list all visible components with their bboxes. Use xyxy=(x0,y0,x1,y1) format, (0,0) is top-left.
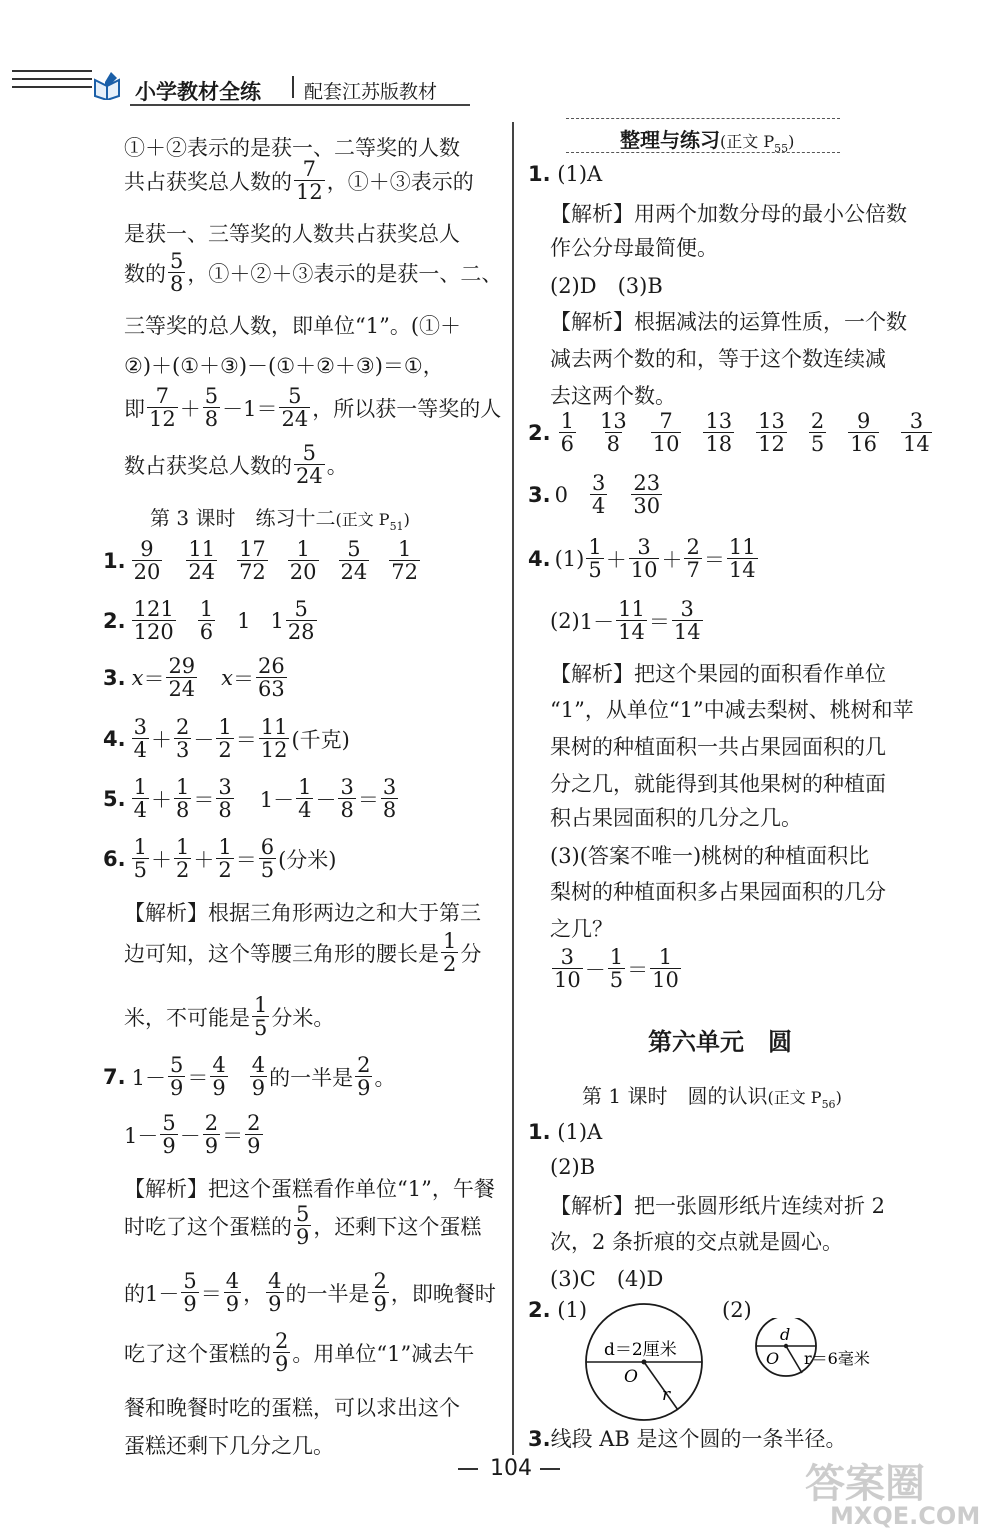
left-line-2: 共占获奖总人数的 7 12 ，①＋③表示的 xyxy=(124,157,474,205)
section-rule-top xyxy=(566,118,840,120)
footer-dash-right xyxy=(540,1468,560,1470)
header-decoration xyxy=(12,70,92,94)
r-q2-answers: 2. 1 6 13 8 7 10 13 18 13 12 2 5 9 16 3 14 xyxy=(528,409,930,457)
q5-answers: 5. 1 4 ＋ 1 8 ＝ 3 8 1－ 1 4 － 3 8 ＝ 3 8 xyxy=(103,775,397,823)
r-q4-3a: (3)(答案不唯一)桃树的种植面积比 xyxy=(550,844,870,868)
u-q2-label: 2. (1) xyxy=(528,1298,588,1322)
left-line-3: 是获一、三等奖的人数共占获奖总人 xyxy=(124,222,460,246)
q7-equation-2: 1－ 5 9 － 2 9 ＝ 2 9 xyxy=(124,1111,261,1159)
circle2-radius-label: r＝6毫米 xyxy=(804,1349,870,1368)
book-title: 小学教材全练 xyxy=(135,80,261,104)
r-q1-analysis-2: 作公分母最简便。 xyxy=(550,236,718,260)
q2-answers: 2. 121 120 1 6 1 1 5 28 xyxy=(103,597,315,645)
left-line-1: ①＋②表示的是获一、二等奖的人数 xyxy=(124,136,460,160)
q6-analysis-2: 边可知，这个等腰三角形的腰长是 1 2 分 xyxy=(124,929,482,977)
r-q1-analysis-3: 【解析】根据减法的运算性质，一个数 xyxy=(550,310,907,334)
section-title-lesson3: 第 3 课时 练习十二(正文 $P_{51}$) xyxy=(150,506,410,533)
header-divider xyxy=(292,76,294,98)
u-q1-1: 1. (1)A xyxy=(528,1120,603,1144)
u-q1-2: (2)B xyxy=(550,1155,596,1179)
header-rule xyxy=(130,104,470,106)
r-q1-analysis-4: 减去两个数的和，等于这个数连续减 xyxy=(550,347,886,371)
watermark-url: MXQE.COM xyxy=(830,1502,981,1530)
book-icon xyxy=(92,70,122,100)
left-line-8: 数占获奖总人数的 5 24 。 xyxy=(124,441,348,489)
circle-diagram-2 xyxy=(752,1318,892,1380)
section-rule-bottom xyxy=(566,152,840,154)
u-q1-analysis-1: 【解析】把一张圆形纸片连续对折 2 xyxy=(550,1194,886,1218)
q7-analysis-6: 蛋糕还剩下几分之几。 xyxy=(124,1434,334,1458)
footer-dash-left xyxy=(458,1468,478,1470)
r-q1-23: (2)D (3)B xyxy=(550,274,663,298)
r-q4-analysis-5: 积占果园面积的几分之几。 xyxy=(550,806,802,830)
r-q3-answers: 3. 0 3 4 23 30 xyxy=(528,471,661,519)
r-q4-3c: 之几？ xyxy=(550,917,613,941)
r-q1-analysis-1: 【解析】用两个加数分母的最小公倍数 xyxy=(550,202,907,226)
r-q4-1: 4. (1) 1 5 ＋ 3 10 ＋ 2 7 ＝ 11 14 xyxy=(528,535,756,583)
left-line-6: ②)＋(①＋③)－(①＋②＋③)＝①， xyxy=(124,354,444,378)
q7-answers: 7. 1－ 5 9 ＝ 4 9 4 9 的一半是 2 9 。 xyxy=(103,1053,396,1101)
q7-analysis-1: 【解析】把这个蛋糕看作单位“1”，午餐 xyxy=(124,1177,495,1201)
circle2-center-label: O xyxy=(766,1349,780,1368)
q7-analysis-2: 时吃了这个蛋糕的 5 9 ，还剩下这个蛋糕 xyxy=(124,1202,482,1250)
header-subtitle: 配套江苏版教材 xyxy=(304,81,438,103)
q6-analysis-3: 米，不可能是 1 5 分米。 xyxy=(124,993,335,1041)
r-q4-analysis-4: 分之几，就能得到其他果树的种植面 xyxy=(550,772,886,796)
u-q1-34: (3)C (4)D xyxy=(550,1267,664,1291)
r-q1-analysis-5: 去这两个数。 xyxy=(550,384,676,408)
lesson-title: 第 1 课时 圆的认识(正文 $P_{56}$) xyxy=(582,1084,842,1111)
circle1-center-label: O xyxy=(624,1367,638,1387)
r-q4-analysis-1: 【解析】把这个果园的面积看作单位 xyxy=(550,662,886,686)
unit-title: 第六单元 圆 xyxy=(648,1028,792,1056)
column-divider xyxy=(512,122,514,1455)
fraction: 7 12 xyxy=(296,157,323,205)
q7-analysis-4: 吃了这个蛋糕的 2 9 。用单位“1”减去午 xyxy=(124,1329,475,1377)
r-q4-3-equation: 3 10 － 1 5 ＝ 1 10 xyxy=(554,945,679,993)
q3-answers: 3. x ＝ 29 24 x ＝ 26 63 xyxy=(103,654,285,702)
q6-analysis-1: 【解析】根据三角形两边之和大于第三 xyxy=(124,901,481,925)
circle-diagram-1 xyxy=(582,1300,707,1425)
section-title-review: 整理与练习(正文 $P_{55}$) xyxy=(620,128,795,155)
u-q2-b-label: (2) xyxy=(722,1298,752,1322)
q7-analysis-5: 餐和晚餐时吃的蛋糕，可以求出这个 xyxy=(124,1396,460,1420)
q1-answers: 1. 9 20 11 24 17 72 1 20 5 24 1 72 xyxy=(103,537,418,585)
q7-analysis-3: 的 1－ 5 9 ＝ 4 9 ， 4 9 的一半是 2 9 ，即晚餐时 xyxy=(124,1269,496,1317)
r-q4-3b: 梨树的种植面积多占果园面积的几分 xyxy=(550,880,886,904)
q6-answers: 6. 1 5 ＋ 1 2 ＋ 1 2 ＝ 6 5 (分米) xyxy=(103,835,337,883)
u-q3: 3.线段 AB 是这个圆的一条半径。 xyxy=(528,1427,847,1451)
page-number: 104 xyxy=(490,1456,532,1481)
r-q4-analysis-3: 果树的种植面积一共占果园面积的几 xyxy=(550,735,886,759)
r-q4-analysis-2: “1”，从单位“1”中减去梨树、桃树和苹 xyxy=(550,698,914,722)
left-line-5: 三等奖的总人数，即单位“1”。(①＋ xyxy=(124,314,462,338)
r-q1-1: 1. (1)A xyxy=(528,162,603,186)
circle1-diameter-label: d＝2厘米 xyxy=(604,1340,677,1360)
left-line-4: 数的 5 8 ，①＋②＋③表示的是获一、二、 xyxy=(124,249,503,297)
q4-answers: 4. 3 4 ＋ 2 3 － 1 2 ＝ 11 12 (千克) xyxy=(103,715,350,763)
u-q1-analysis-2: 次，2 条折痕的交点就是圆心。 xyxy=(550,1230,844,1254)
left-line-7: 即 7 12 ＋ 5 8 －1＝ 5 24 ，所以获一等奖的人 xyxy=(124,384,502,432)
watermark-logo: 答案圈 xyxy=(805,1461,925,1507)
r-q4-2: (2) 1－ 11 14 ＝ 3 14 xyxy=(550,597,701,645)
circle2-diameter-label: d xyxy=(780,1325,791,1344)
circle1-radius-label: r xyxy=(662,1385,671,1405)
